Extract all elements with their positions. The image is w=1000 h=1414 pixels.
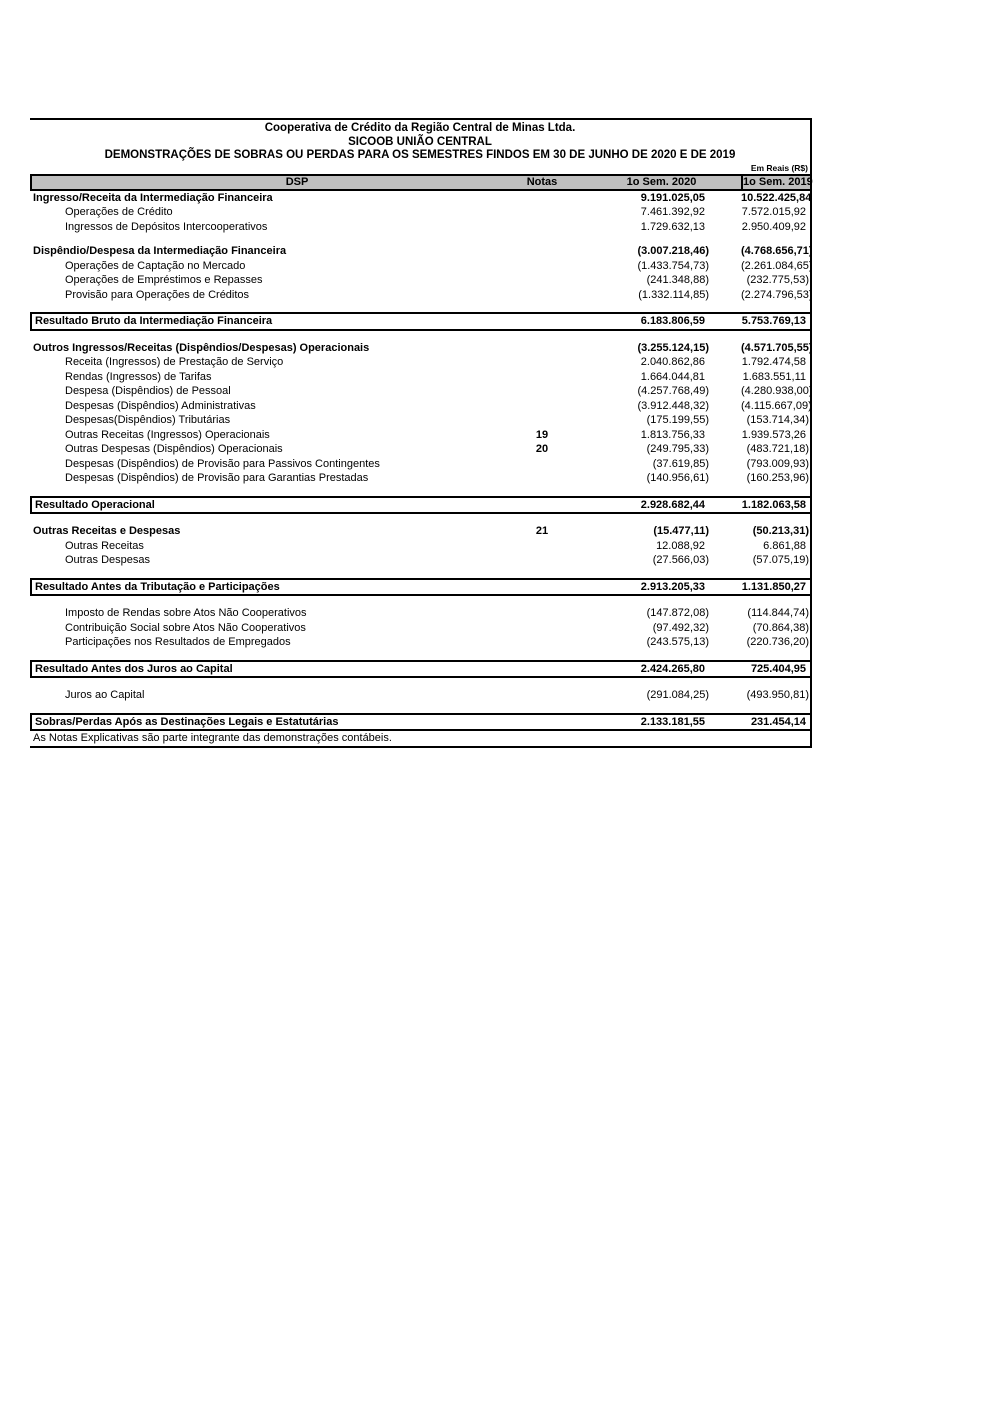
value-sem-2020: (3.255.124,15)	[637, 341, 709, 354]
value-sem-2019: (493.950,81)	[746, 689, 809, 701]
value-sem-2020: 2.928.682,44	[640, 498, 705, 511]
row-nota-ref	[502, 498, 582, 513]
column-header-sem-2019: 1o Sem. 2019	[743, 175, 813, 188]
value-sem-2019: 1.683.551,11	[742, 370, 806, 383]
statement-rows	[30, 191, 813, 748]
row-label: Outras Receitas (Ingressos) Operacionais	[65, 428, 270, 441]
blank-row	[30, 678, 810, 688]
value-sem-2019: 1.182.063,58	[741, 498, 806, 511]
value-sem-2020: (175.199,55)	[646, 414, 709, 426]
item-row	[30, 355, 810, 370]
row-nota-ref: 20	[535, 443, 549, 455]
value-sem-2019: 231.454,14	[750, 715, 806, 728]
row-nota-ref	[502, 314, 582, 329]
row-label: Despesa (Dispêndios) de Pessoal	[65, 385, 231, 397]
item-row	[30, 259, 813, 274]
value-sem-2019: 1.131.850,27	[741, 580, 806, 593]
row-label: Resultado Antes dos Juros ao Capital	[35, 662, 233, 675]
summary-row	[30, 496, 810, 515]
value-sem-2019: (232.775,53)	[746, 274, 809, 286]
value-sem-2019: 10.522.425,84	[741, 191, 812, 204]
row-label: Operações de Empréstimos e Repasses	[65, 274, 263, 286]
item-row	[30, 288, 813, 303]
row-nota-ref	[502, 259, 582, 274]
summary-row	[30, 312, 810, 331]
value-sem-2019: (220.736,20)	[746, 636, 809, 648]
column-header-sem-2020: 1o Sem. 2020	[626, 175, 697, 188]
financial-statement	[30, 118, 812, 748]
item-row	[30, 539, 810, 554]
company-name: Cooperativa de Crédito da Região Central de Minas Ltda.	[264, 122, 576, 134]
value-sem-2020: (27.566,03)	[652, 554, 709, 566]
row-label: Despesas (Dispêndios) de Provisão para Passivos Contingentes	[65, 457, 380, 470]
summary-row	[30, 713, 810, 732]
blank-row	[30, 486, 810, 496]
value-sem-2020: (147.872,08)	[646, 607, 709, 619]
footnote-row	[30, 731, 810, 748]
row-label: Sobras/Perdas Após as Destinações Legais e Estatutárias	[35, 715, 339, 728]
summary-row	[30, 578, 810, 597]
blank-row	[30, 302, 810, 312]
value-sem-2020: (4.257.768,49)	[637, 385, 709, 397]
footnote-text: As Notas Explicativas são parte integrante das demonstrações contábeis.	[33, 732, 392, 744]
blank-row	[30, 331, 810, 341]
statement-header	[30, 120, 810, 163]
blank-row	[30, 703, 810, 713]
value-sem-2020: 7.461.392,92	[640, 206, 705, 218]
row-nota-ref	[502, 370, 582, 385]
value-sem-2020: (97.492,32)	[652, 621, 709, 634]
row-nota-ref	[502, 205, 582, 220]
value-sem-2020: 1.664.044,81	[640, 370, 705, 383]
currency-unit-label: Em Reais (R$)	[750, 162, 808, 173]
value-sem-2020: (3.007.218,46)	[637, 245, 709, 257]
value-sem-2019: (793.009,93)	[746, 457, 809, 470]
row-label: Resultado Bruto da Intermediação Financeira	[35, 315, 273, 327]
row-nota-ref	[502, 220, 582, 235]
value-sem-2019: (153.714,34)	[746, 414, 809, 426]
item-row	[30, 370, 810, 385]
value-sem-2019: 7.572.015,92	[741, 206, 806, 218]
value-sem-2020: 1.813.756,33	[640, 428, 705, 441]
item-row	[30, 606, 810, 621]
row-nota-ref	[502, 539, 582, 554]
row-nota-ref	[502, 471, 582, 486]
section-row	[30, 191, 810, 206]
value-sem-2020: 2.913.205,33	[640, 580, 705, 593]
blank-row	[30, 650, 810, 660]
item-row	[30, 384, 813, 399]
row-nota-ref	[502, 553, 582, 568]
item-row	[30, 442, 810, 457]
value-sem-2019: (160.253,96)	[746, 472, 809, 484]
value-sem-2020: 6.183.806,59	[640, 315, 705, 327]
row-nota-ref	[502, 688, 582, 703]
statement-title: DEMONSTRAÇÕES DE SOBRAS OU PERDAS PARA OS SEMESTRES FINDOS EM 30 DE JUNHO DE 2020 E DE 2019	[104, 149, 736, 161]
value-sem-2019: (57.075,19)	[752, 554, 809, 566]
value-sem-2019: (2.274.796,53)	[741, 288, 813, 301]
row-nota-ref	[502, 606, 582, 621]
blank-row	[30, 596, 810, 606]
section-row	[30, 341, 813, 356]
blank-row	[30, 568, 810, 578]
row-label: Provisão para Operações de Créditos	[65, 288, 250, 301]
row-label: Ingresso/Receita da Intermediação Financeira	[33, 191, 273, 204]
item-row	[30, 428, 810, 443]
value-sem-2020: 9.191.025,05	[640, 191, 705, 204]
row-nota-ref	[502, 384, 582, 399]
value-sem-2019: (50.213,31)	[752, 525, 809, 537]
value-sem-2020: 2.040.862,86	[640, 356, 705, 368]
item-row	[30, 621, 810, 636]
value-sem-2019: 6.861,88	[763, 539, 806, 552]
section-row	[30, 524, 810, 539]
table-header-row	[30, 174, 813, 191]
value-sem-2019: (4.571.705,55)	[741, 341, 813, 354]
row-nota-ref	[502, 399, 582, 414]
value-sem-2020: 2.424.265,80	[640, 662, 705, 675]
row-label: Outras Receitas e Despesas	[33, 525, 181, 537]
item-row	[30, 553, 810, 568]
value-sem-2019: (4.768.656,71)	[741, 245, 813, 257]
row-label: Contribuição Social sobre Atos Não Cooperativos	[65, 621, 306, 634]
row-label: Outras Receitas	[65, 539, 144, 552]
value-sem-2020: (3.912.448,32)	[637, 399, 709, 412]
item-row	[30, 205, 810, 220]
value-sem-2019: 1.792.474,58	[741, 356, 806, 368]
value-sem-2020: 12.088,92	[656, 539, 705, 552]
row-label: Operações de Crédito	[65, 206, 173, 218]
row-nota-ref	[502, 288, 582, 303]
value-sem-2020: (1.433.754,73)	[637, 259, 709, 272]
value-sem-2019: 1.939.573,26	[741, 428, 806, 441]
item-row	[30, 399, 810, 414]
value-sem-2019: (483.721,18)	[746, 443, 809, 455]
row-label: Participações nos Resultados de Empregados	[65, 636, 291, 648]
row-nota-ref	[502, 341, 582, 356]
row-label: Outras Despesas	[65, 554, 150, 566]
item-row	[30, 220, 810, 235]
value-sem-2019: (70.864,38)	[752, 621, 809, 634]
value-sem-2020: (241.348,88)	[646, 274, 709, 286]
value-sem-2020: (1.332.114,85)	[638, 288, 709, 301]
value-sem-2020: (37.619,85)	[652, 457, 709, 470]
row-label: Imposto de Rendas sobre Atos Não Cooperativos	[65, 607, 307, 619]
item-row	[30, 471, 810, 486]
row-label: Rendas (Ingressos) de Tarifas	[65, 370, 212, 383]
row-nota-ref	[502, 621, 582, 636]
row-nota-ref: 21	[535, 525, 549, 537]
row-label: Despesas(Dispêndios) Tributárias	[65, 414, 231, 426]
section-row	[30, 244, 813, 259]
row-nota-ref: 19	[535, 428, 549, 441]
row-nota-ref	[502, 662, 582, 677]
value-sem-2020: 2.133.181,55	[640, 715, 705, 728]
entity-name: SICOOB UNIÃO CENTRAL	[348, 135, 492, 148]
item-row	[30, 688, 810, 703]
row-label: Ingressos de Depósitos Intercooperativos	[65, 220, 268, 233]
value-sem-2019: 2.950.409,92	[741, 220, 806, 233]
row-nota-ref	[502, 191, 582, 206]
blank-row	[30, 514, 810, 524]
row-nota-ref	[502, 413, 582, 428]
row-label: Receita (Ingressos) de Prestação de Serviço	[65, 356, 284, 368]
row-nota-ref	[502, 715, 582, 730]
item-row	[30, 413, 810, 428]
item-row	[30, 273, 810, 288]
row-label: Dispêndio/Despesa da Intermediação Financeira	[33, 245, 287, 257]
row-label: Despesas (Dispêndios) de Provisão para Garantias Prestadas	[65, 472, 369, 484]
value-sem-2019: (114.844,74)	[747, 607, 809, 619]
row-nota-ref	[502, 244, 582, 259]
row-nota-ref	[502, 273, 582, 288]
value-sem-2019: 5.753.769,13	[741, 315, 806, 327]
value-sem-2020: 1.729.632,13	[640, 220, 705, 233]
item-row	[30, 635, 810, 650]
value-sem-2020: (140.956,61)	[646, 472, 709, 484]
value-sem-2019: 725.404,95	[750, 662, 806, 675]
row-label: Operações de Captação no Mercado	[65, 259, 246, 272]
row-label: Outras Despesas (Dispêndios) Operacionais	[65, 443, 283, 455]
row-label: Resultado Operacional	[35, 498, 155, 511]
value-sem-2020: (243.575,13)	[646, 636, 709, 648]
row-nota-ref	[502, 635, 582, 650]
value-sem-2019: (2.261.084,65)	[741, 259, 813, 272]
column-header-dsp: DSP	[285, 175, 309, 188]
row-label: Resultado Antes da Tributação e Participações	[35, 580, 280, 593]
row-label: Juros ao Capital	[65, 689, 145, 701]
value-sem-2020: (291.084,25)	[646, 689, 709, 701]
value-sem-2019: (4.115.667,09)	[741, 399, 812, 412]
row-nota-ref	[502, 355, 582, 370]
blank-row	[30, 234, 810, 244]
row-nota-ref	[502, 580, 582, 595]
row-label: Despesas (Dispêndios) Administrativas	[65, 399, 256, 412]
row-nota-ref	[502, 457, 582, 472]
row-label: Outros Ingressos/Receitas (Dispêndios/Despesas) Operacionais	[33, 341, 370, 354]
value-sem-2020: (249.795,33)	[646, 443, 709, 455]
column-header-notas: Notas	[526, 175, 558, 188]
item-row	[30, 457, 810, 472]
summary-row	[30, 660, 810, 679]
value-sem-2020: (15.477,11)	[653, 525, 709, 537]
value-sem-2019: (4.280.938,00)	[741, 385, 813, 397]
